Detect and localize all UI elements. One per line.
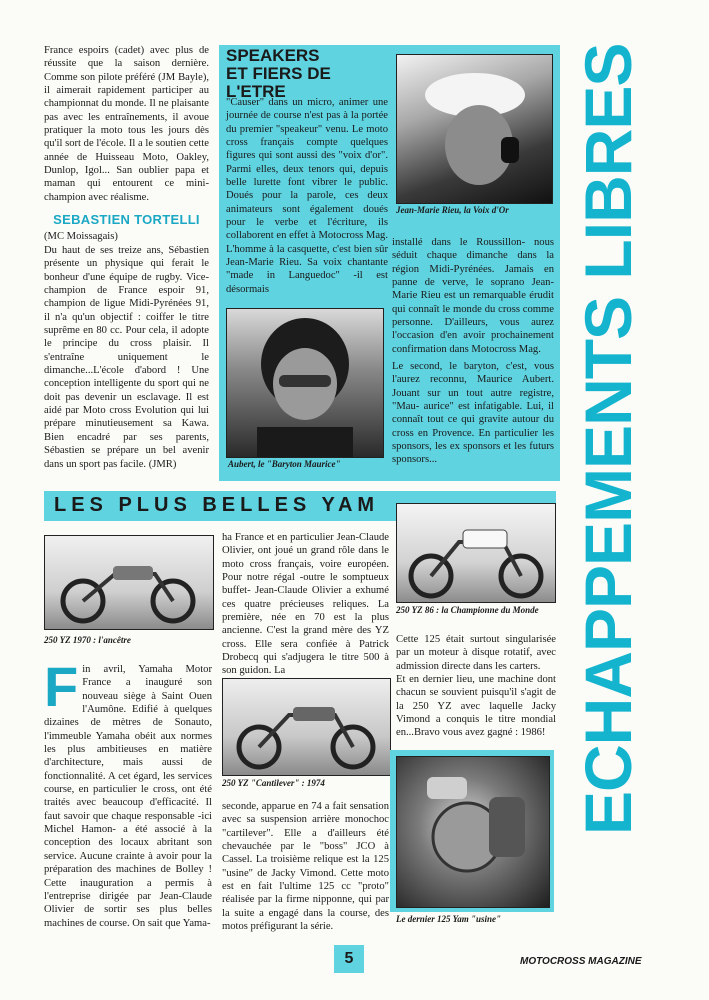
- caption-aubert: Aubert, le "Baryton Maurice": [228, 459, 341, 469]
- caption-yz-1970: 250 YZ 1970 : l'ancêtre: [44, 635, 131, 645]
- page-number: 5: [334, 945, 364, 973]
- yam-col1-text: in avril, Yamaha Motor France a inauguré son nouveau siège à Saint Ouen l'Aumône. Edifié à quelques dizaines de mètres de Sonauto, l'immeuble Yamaha obéit aux normes les plus ambitieuses en matière d'architecture, mais aussi de fonctionnalité. A cet égard, les services course, en particulier le cross, ont été traités avec beaucoup d'efficacité. Il faut savoir que chaque responsable -ici Michel Hamon- a été associé à la conception des locaux abritant son service. Aucune crainte à avoir pour la préparation des machines de Bolley ! Cette inauguration a permis à l'entreprise dirigée par Jean-Claude Olivier de sortir ses plus belles machines de course. On sait que Yama-: [44, 664, 212, 929]
- photo-yz-1970: [44, 535, 214, 630]
- tortelli-text: Du haut de ses treize ans, Sébastien présente un physique qui ferait le bonheur d'une équipe de rugby. Vice-champion de France espoir 91, champion de ligue Midi-Pyrénées 91, il n'a qu'un objectif : coiffer le titre suprême en 80 cc. Pour cela, il adopte le principe du cross plaisir. Il s'entraîne uniquement le dimanche...L'école d'abord ! Une conception intelligente du sport qui ne doit pas devenir un esclavage. Il est aidé par Moto cross Evolution qui lui prépare minutieusement sa Kawa. Bien encadré par ses parents, Sébastien se prépare un bel avenir dans un sport pas facile. (JMR): [44, 245, 209, 470]
- speakers-title-line1: SPEAKERS: [226, 46, 320, 65]
- motorcycle-1970-icon: [45, 536, 213, 629]
- speakers-title-line2: ET FIERS DE L'ETRE: [226, 64, 331, 101]
- caption-125-usine: Le dernier 125 Yam "usine": [396, 914, 502, 924]
- speakers-right-text-2: Le second, le baryton, c'est, vous l'aurez reconnu, Maurice Aubert. Jouant sur un tout autre registre, "Mau- aurice" est infatigable. Lui, il connaît tout ce qui gravite autour du cross en Provence. En particulier les sponsors, les ex sponsors et les futurs sponsors...: [392, 361, 554, 466]
- photo-yz-1974: [222, 678, 391, 776]
- speakers-left-text: "Causer" dans un micro, animer une journée de course n'est pas à la portée du premier "speakeur" venu. Le moto cross français compte quelques figures qui sont aussi des "voix d'or". Parmi elles, deux tenors qui, depuis belle lurette font vibrer le public. Doués pour la parole, ces deux animateurs sont également doués pour le verbe et l'écriture, ils collaborent en effet à Motocross Mag. L'homme à la casquette, c'est bien sûr Jean-Marie Rieu. Sa voix chantante "made in Languedoc" -il est désormais: [226, 97, 388, 295]
- caption-rieu: Jean-Marie Rieu, la Voix d'Or: [396, 205, 509, 215]
- yam-col2-bottom: seconde, apparue en 74 a fait sensation avec sa suspension arrière monochoc "cartilever". Elle a d'ailleurs été chevauchée par le "boss" JCO à Cassel. La troisième relique est la 125 "usine" de Jacky Vimond. Cette moto est en fait l'ultime 125 cc "proto" réalisée par la firme nipponne, qui par la suite a engagé dans la course, des motos préfigurant la série.: [222, 801, 389, 933]
- magazine-name: MOTOCROSS MAGAZINE: [520, 956, 642, 967]
- yam-col3-text-2: Et en dernier lieu, une machine dont chacun se souvient puisqu'il s'agit de la 250 YZ avec laquelle Jacky Vimond a conquis le titre mondial en...Bravo vous avez gagné : 1986!: [396, 674, 556, 739]
- caption-yz-86: 250 YZ 86 : la Championne du Monde: [396, 605, 539, 615]
- aubert-silhouette-icon: [227, 309, 383, 457]
- photo-jean-marie-rieu: [396, 54, 553, 204]
- rieu-silhouette-icon: [397, 55, 552, 203]
- dropcap-f: F: [44, 655, 79, 718]
- speakers-title: [226, 47, 386, 101]
- tortelli-club: (MC Moissagais): [44, 231, 118, 242]
- yam-col1: [44, 655, 212, 930]
- photo-maurice-aubert: [226, 308, 384, 458]
- speakers-right-text-1: installé dans le Roussillon- nous séduit chaque dimanche dans la région Midi-Pyrénées. Jamais en panne de verve, le soprano Jean-Marie Rieu est un remarquable érudit qui connaît le monde du cross comme personne. D'ailleurs, vous aurez l'occasion d'en avoir prochainement confirmation dans Motocross Mag.: [392, 237, 554, 355]
- col1-intro-text: France espoirs (cadet) avec plus de réussite que la saison dernière. Comme son pilote préféré (JM Bayle), il aimerait rapidement participer au championnat du monde. Il ne plaisante pas avec les entraînements, il avoue pratiquer la moto tous les jours dès qu'il sort de l'école. Il a le soutien cette année de Huisseau Moto, Oakley, Dunlop, Igol... San oublier papa et maman qui entourent ce mini-champion avec réalisme.: [44, 45, 209, 203]
- caption-yz-1974: 250 YZ "Cantilever" : 1974: [222, 778, 325, 788]
- engine-icon: [397, 757, 549, 907]
- photo-125-usine: [396, 756, 550, 908]
- motorcycle-1974-icon: [223, 679, 390, 775]
- side-title: ECHAPPEMENTS LIBRES: [571, 44, 645, 836]
- motorcycle-1986-icon: [397, 504, 555, 602]
- tortelli-heading: SEBASTIEN TORTELLI: [53, 212, 200, 227]
- yam-col2-top: ha France et en particulier Jean-Claude Olivier, ont joué un grand rôle dans le moto cross français, voire européen. Pour notre régal -outre le somptueux buffet- Jean-Claude Olivier a exhumé ces quatre précieuses reliques. La première, née en 70 est la plus ancienne. C'est la grand mère des YZ cross. Elle sera confiée à Patrick Drobecq qui s'adjugera le titre 500 à son guidon. La: [222, 532, 389, 677]
- yam-col3-text-1: Cette 125 était surtout singularisée par un moteur à disque rotatif, avec admission directe dans les carters.: [396, 634, 556, 672]
- photo-yz-86: [396, 503, 556, 603]
- yam-title: LES PLUS BELLES YAM: [54, 494, 380, 516]
